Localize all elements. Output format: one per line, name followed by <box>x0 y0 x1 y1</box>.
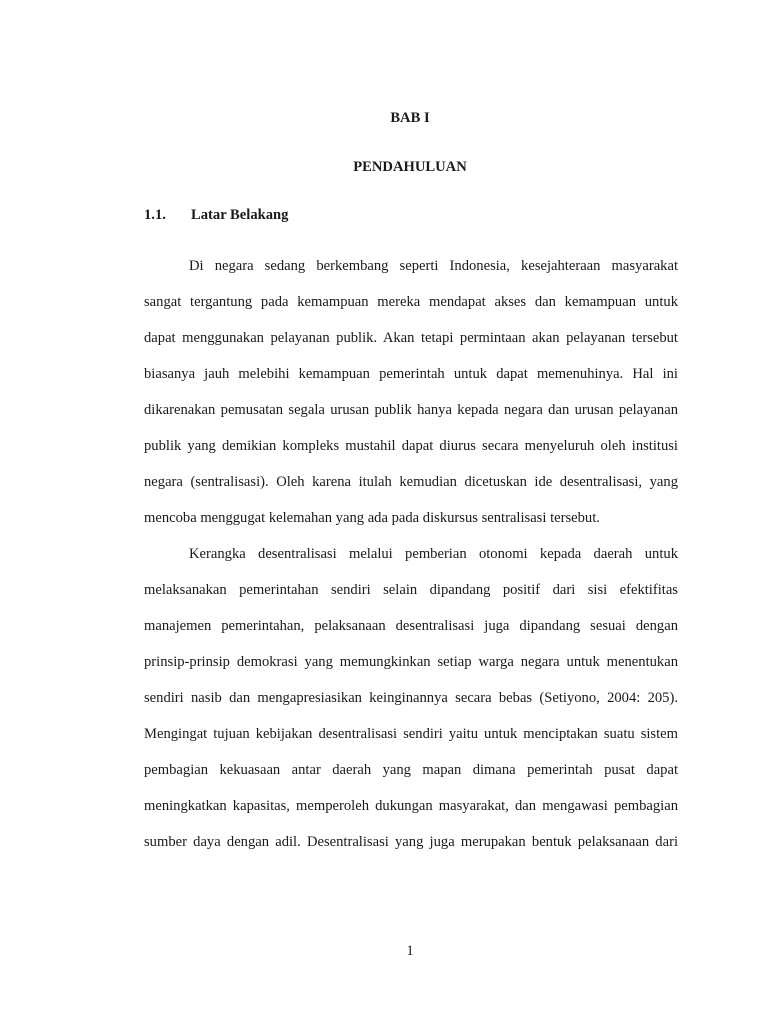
text-line: prinsip-prinsip demokrasi yang memungkinkan setiap warga negara untuk menentukan <box>144 654 678 670</box>
text-line: mencoba menggugat kelemahan yang ada pada diskursus sentralisasi tersebut. <box>144 510 600 526</box>
page-number: 1 <box>406 943 414 959</box>
section-heading <box>144 207 288 224</box>
section-title: Latar Belakang <box>191 207 289 223</box>
chapter-title: PENDAHULUAN <box>353 159 467 175</box>
text-line: melaksanakan pemerintahan sendiri selain dipandang positif dari sisi efektifitas <box>144 582 678 598</box>
text-line: dikarenakan pemusatan segala urusan publik hanya kepada negara dan urusan pelayanan <box>144 402 678 418</box>
text-line: Di negara sedang berkembang seperti Indonesia, kesejahteraan masyarakat <box>189 258 678 274</box>
text-line: biasanya jauh melebihi kemampuan pemerintah untuk dapat memenuhinya. Hal ini <box>144 366 678 382</box>
text-line: sendiri nasib dan mengapresiasikan keinginannya secara bebas (Setiyono, 2004: 205). <box>144 690 678 706</box>
section-number: 1.1. <box>144 207 166 223</box>
text-line: dapat menggunakan pelayanan publik. Akan tetapi permintaan akan pelayanan tersebut <box>144 330 678 346</box>
text-line: Kerangka desentralisasi melalui pemberian otonomi kepada daerah untuk <box>189 546 678 562</box>
text-line: manajemen pemerintahan, pelaksanaan desentralisasi juga dipandang sesuai dengan <box>144 618 678 634</box>
text-line: pembagian kekuasaan antar daerah yang mapan dimana pemerintah pusat dapat <box>144 762 678 778</box>
text-line: sangat tergantung pada kemampuan mereka mendapat akses dan kemampuan untuk <box>144 294 678 310</box>
text-line: meningkatkan kapasitas, memperoleh dukungan masyarakat, dan mengawasi pembagian <box>144 798 678 814</box>
text-line: sumber daya dengan adil. Desentralisasi yang juga merupakan bentuk pelaksanaan dari <box>144 834 678 850</box>
body-text <box>144 256 678 868</box>
text-line: negara (sentralisasi). Oleh karena itulah kemudian dicetuskan ide desentralisasi, yang <box>144 474 678 490</box>
chapter-number: BAB I <box>390 110 430 126</box>
text-line: Mengingat tujuan kebijakan desentralisasi sendiri yaitu untuk menciptakan suatu sistem <box>144 726 678 742</box>
text-line: publik yang demikian kompleks mustahil dapat diurus secara menyeluruh oleh institusi <box>144 438 678 454</box>
